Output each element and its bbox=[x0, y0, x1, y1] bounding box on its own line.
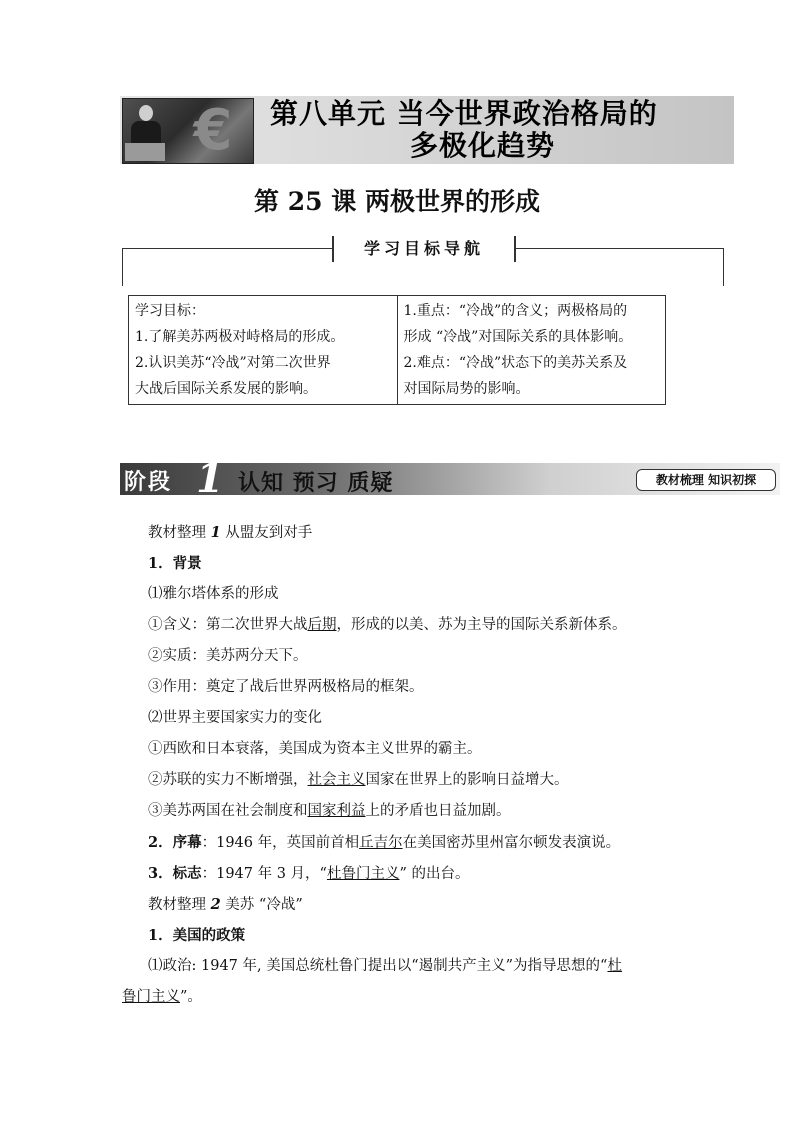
text-line: 2．序幕：1946 年，英国前首相丘吉尔在美国密苏里州富尔顿发表演说。 bbox=[148, 834, 621, 851]
stage-word: 阶段 bbox=[124, 470, 173, 495]
answer-underline: 社会主义 bbox=[307, 772, 366, 788]
stage-text: 认知 预习 质疑 bbox=[238, 470, 394, 496]
text-line: ②实质：美苏两分天下。 bbox=[148, 648, 308, 664]
answer-underline: 丘吉尔 bbox=[359, 835, 403, 851]
text-line: ③作用：奠定了战后世界两极格局的框架。 bbox=[148, 679, 424, 695]
subheading: ⑴雅尔塔体系的形成 bbox=[148, 586, 279, 602]
answer-underline: 杜 bbox=[607, 958, 622, 974]
goals-cell-right bbox=[397, 296, 666, 405]
unit-title-line2: 多极化趋势 bbox=[410, 129, 556, 162]
text-line: ⑴政治: 1947 年, 美国总统杜鲁门提出以“遏制共产主义”为指导思想的“杜 bbox=[148, 958, 622, 974]
goals-line: 大战后国际关系发展的影响。 bbox=[135, 381, 317, 397]
goals-line: 2.难点：“冷战”状态下的美苏关系及 bbox=[403, 355, 628, 371]
stage-bar bbox=[120, 455, 780, 502]
goals-line: 1.重点：“冷战”的含义；两极格局的 bbox=[403, 303, 628, 319]
unit-title bbox=[270, 98, 730, 162]
answer-underline: 后期 bbox=[307, 617, 337, 633]
text-line: ①西欧和日本衰落，美国成为资本主义世界的霸主。 bbox=[148, 741, 482, 757]
goals-line: 对国际局势的影响。 bbox=[403, 381, 530, 397]
text-line: ①含义：第二次世界大战后期，形成的以美、苏为主导的国际关系新体系。 bbox=[148, 617, 627, 633]
goals-line: 学习目标： bbox=[135, 303, 205, 319]
stage-number: 1 bbox=[196, 455, 224, 502]
content-body bbox=[122, 517, 682, 1013]
text-line: ③美苏两国在社会制度和国家利益上的矛盾也日益加剧。 bbox=[148, 803, 511, 819]
text-line: ②苏联的实力不断增强，社会主义国家在世界上的影响日益增大。 bbox=[148, 772, 569, 788]
answer-underline: 杜鲁门主义 bbox=[326, 866, 400, 882]
answer-underline: 国家利益 bbox=[307, 803, 366, 819]
section-title: 教材整理 2 美苏 “冷战” bbox=[148, 896, 303, 913]
text-line: 鲁门主义”。 bbox=[122, 989, 202, 1005]
goals-line: 形成 “冷战”对国际关系的具体影响。 bbox=[403, 329, 633, 345]
answer-underline: 鲁门主义 bbox=[122, 989, 180, 1005]
unit-title-line1: 第八单元 当今世界政治格局的 bbox=[270, 97, 658, 130]
goals-line: 2.认识美苏“冷战”对第二次世界 bbox=[135, 355, 331, 371]
nav-label: 学习目标导航 bbox=[332, 236, 516, 262]
goals-cell-left bbox=[129, 296, 398, 405]
text-line: 3．标志：1947 年 3 月，“杜鲁门主义” 的出台。 bbox=[148, 865, 470, 882]
section-title: 教材整理 1 从盟友到对手 bbox=[148, 524, 313, 541]
goals-line: 1.了解美苏两极对峙格局的形成。 bbox=[135, 329, 345, 345]
podium bbox=[125, 143, 165, 161]
lesson-title: 第 25 课 两极世界的形成 bbox=[254, 187, 540, 216]
heading: 1．背景 bbox=[148, 555, 202, 572]
stage-tag: 教材梳理 知识初探 bbox=[636, 469, 776, 491]
euro-sign-icon: € bbox=[193, 98, 233, 163]
heading: 1．美国的政策 bbox=[148, 927, 246, 944]
goals-table bbox=[128, 295, 666, 405]
subheading: ⑵世界主要国家实力的变化 bbox=[148, 710, 322, 726]
unit-banner bbox=[120, 96, 734, 164]
banner-photo bbox=[122, 98, 254, 164]
